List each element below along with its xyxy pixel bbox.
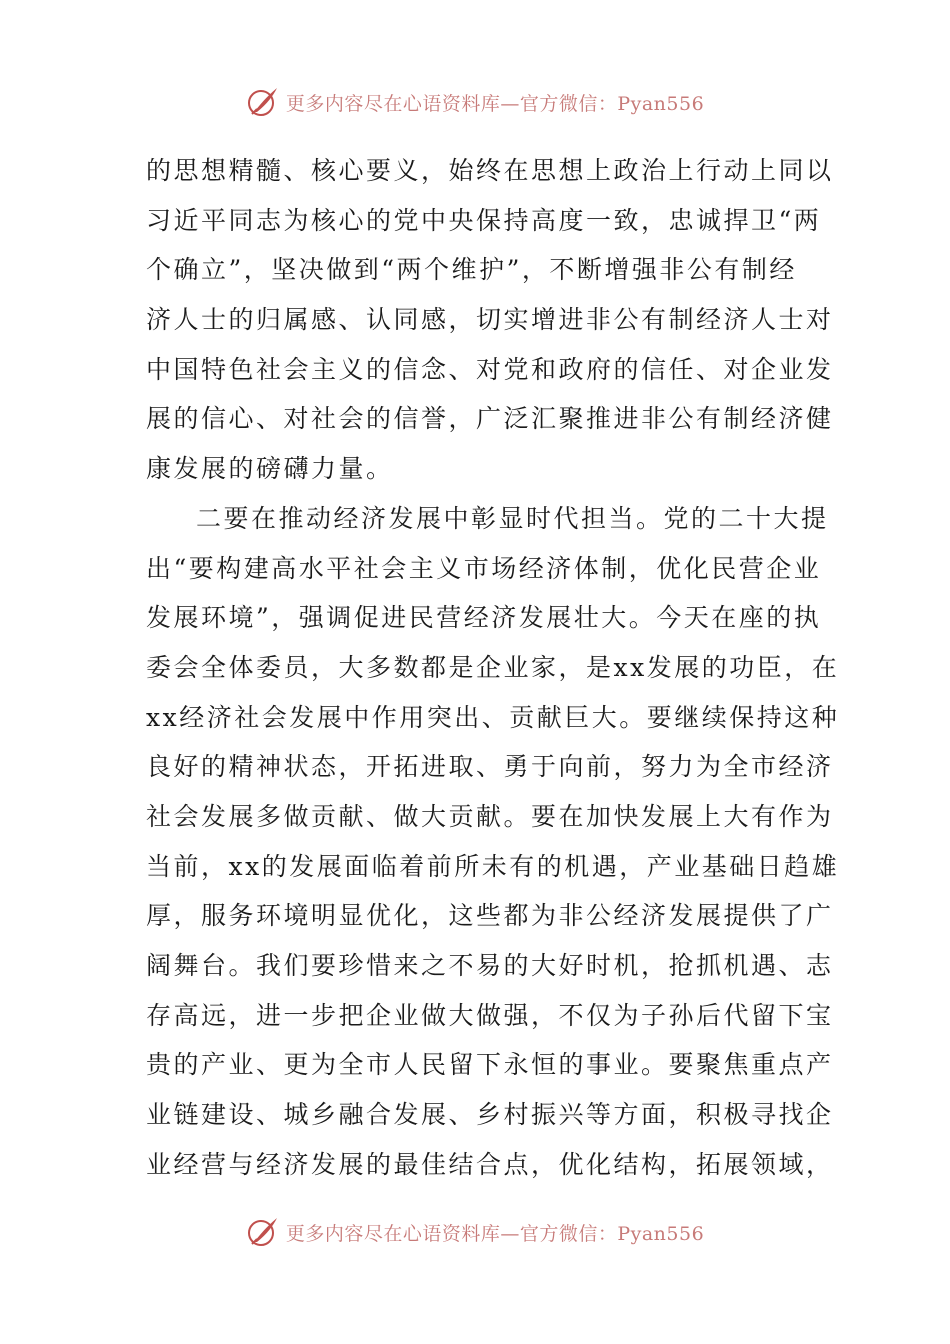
body-line: 习近平同志为核心的党中央保持高度一致，忠诚捍卫“两: [146, 205, 822, 235]
footer-watermark-text: 更多内容尽在心语资料库—官方微信：Pyan556: [285, 1222, 705, 1245]
body-line: 个确立”，坚决做到“两个维护”，不断增强非公有制经: [146, 255, 797, 285]
body-line: 阔舞台。我们要珍惜来之不易的大好时机，抢抓机遇、志: [146, 951, 834, 980]
body-line: 贵的产业、更为全市人民留下永恒的事业。要聚焦重点产: [146, 1050, 834, 1080]
pen-quill-icon: [246, 1215, 280, 1249]
header-watermark-text: 更多内容尽在心语资料库—官方微信：Pyan556: [285, 92, 705, 115]
paragraph-start-line: 二要在推动经济发展中彰显时代担当。党的二十大提: [196, 503, 829, 533]
body-line: 厚，服务环境明显优化，这些都为非公经济发展提供了广: [146, 901, 834, 931]
body-line: 委会全体委员，大多数都是企业家，是xx发展的功臣，在: [146, 652, 840, 682]
body-line: 的思想精髓、核心要义，始终在思想上政治上行动上同以: [146, 156, 834, 185]
body-line: 展的信心、对社会的信誉，广泛汇聚推进非公有制经济健: [146, 404, 834, 434]
body-line: 当前，xx的发展面临着前所未有的机遇，产业基础日趋雄: [146, 851, 840, 881]
body-line: 良好的精神状态，开拓进取、勇于向前，努力为全市经济: [146, 752, 834, 782]
body-line: 出“要构建高水平社会主义市场经济体制，优化民营企业: [146, 553, 822, 583]
body-line: 社会发展多做贡献、做大贡献。要在加快发展上大有作为: [146, 801, 834, 831]
body-line: 中国特色社会主义的信念、对党和政府的信任、对企业发: [146, 354, 834, 384]
body-line: xx经济社会发展中作用突出、贡献巨大。要继续保持这种: [146, 702, 840, 732]
body-line: 业经营与经济发展的最佳结合点，优化结构，拓展领域，: [146, 1149, 834, 1179]
footer-watermark-banner: [0, 1212, 950, 1252]
pen-quill-icon: [246, 85, 280, 119]
body-line: 济人士的归属感、认同感，切实增进非公有制经济人士对: [146, 305, 834, 335]
header-watermark-banner: [0, 82, 950, 122]
body-line: 康发展的磅礴力量。: [146, 454, 394, 484]
body-line: 发展环境”，强调促进民营经济发展壮大。今天在座的执: [146, 603, 822, 633]
document-body: [146, 146, 840, 1189]
body-line: 业链建设、城乡融合发展、乡村振兴等方面，积极寻找企: [146, 1100, 834, 1130]
body-line: 存高远，进一步把企业做大做强，不仅为子孙后代留下宝: [146, 1000, 834, 1030]
